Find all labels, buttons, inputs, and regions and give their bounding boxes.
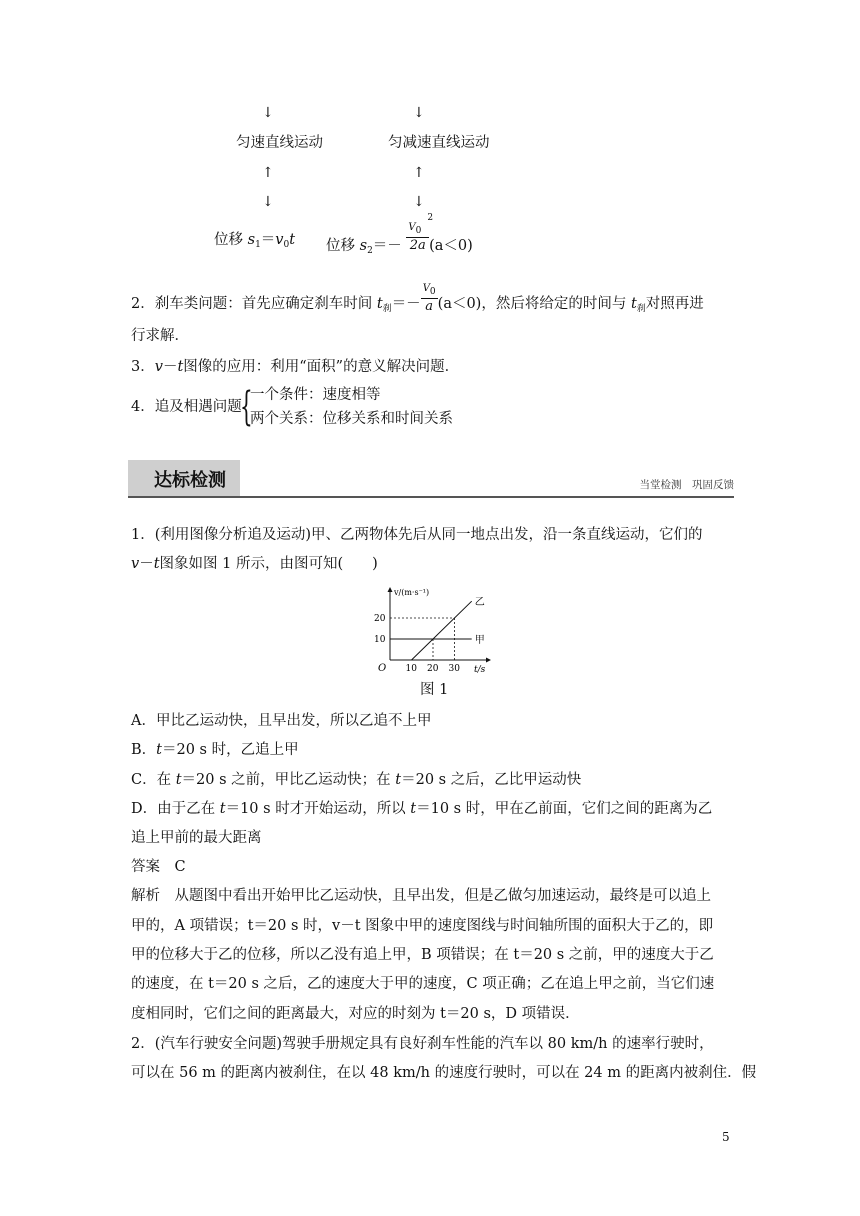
arrow-down-left-bottom: ↓ xyxy=(262,194,274,210)
disp-right-cond: (a＜0) xyxy=(429,238,473,254)
q1-t: t xyxy=(153,556,160,572)
q1-v: v xyxy=(131,556,140,572)
optD-b: ＝10 s 时才开始运动，所以 xyxy=(225,801,406,817)
disp-left-t: t xyxy=(289,232,296,248)
q1-analysis-line2: 甲的，A 项错误；t＝20 s 时，v－t 图象中甲的速度图线与时间轴所围的面积大于乙的，即 xyxy=(131,918,714,934)
flow-label-uniform-motion: 匀速直线运动 xyxy=(236,135,323,151)
disp-left-v: v xyxy=(275,232,284,248)
disp-right-s: s xyxy=(359,238,368,254)
q1-analysis-line5: 度相同时，它们之间的距离最大，对应的时刻为 t＝20 s，D 项错误． xyxy=(131,1006,580,1022)
disp-left-eq: ＝ xyxy=(260,232,276,248)
item-4-line2: 两个关系：位移关系和时间关系 xyxy=(250,411,453,427)
figure-caption: 图 1 xyxy=(420,682,449,698)
optD-t1: t xyxy=(219,801,226,817)
item3-dash: － xyxy=(162,359,178,375)
section-subtitle: 当堂检测 巩固反馈 xyxy=(639,479,734,491)
x-tick-label: 20 xyxy=(427,664,439,674)
item-4-label: 4．追及相遇问题 xyxy=(131,399,242,415)
q1-option-d-line2: 追上甲前的最大距离 xyxy=(131,830,262,846)
disp-left-sub: 1 xyxy=(255,240,261,250)
q1-option-a: A．甲比乙运动快，且早出发，所以乙追不上甲 xyxy=(131,713,432,729)
section-title: 达标检测 xyxy=(154,470,226,491)
optC-a: C．在 xyxy=(131,772,172,788)
y-tick-label: 10 xyxy=(374,635,386,645)
arrow-up-right: ↑ xyxy=(413,165,425,181)
arrow-down-right-bottom: ↓ xyxy=(413,194,425,210)
q2-stem-line1: 2．(汽车行驶安全问题)驾驶手册规定具有良好刹车性能的汽车以 80 km/h 的速率行驶时， xyxy=(131,1036,714,1052)
x-axis-label: t/s xyxy=(474,665,486,674)
q1-option-c xyxy=(131,770,581,790)
page-number: 5 xyxy=(722,1130,730,1144)
series-line-2 xyxy=(412,601,472,660)
q1-analysis-line1: 解析 从题图中看出开始甲比乙运动快，且早出发，但是乙做匀加速运动，最终是可以追上 xyxy=(131,888,711,904)
optC-t2: t xyxy=(395,772,402,788)
q1-analysis-line3: 甲的位移大于乙的位移，所以乙没有追上甲，B 项错误；在 t＝20 s 之前，甲的速度大于乙 xyxy=(131,947,714,963)
item3-rest: 图像的应用：利用“面积”的意义解决问题． xyxy=(183,359,460,375)
disp-left-vsub: 0 xyxy=(283,240,290,250)
y-axis-arrow xyxy=(388,587,393,592)
disp-right-sub: 2 xyxy=(367,246,373,256)
section-header xyxy=(128,460,734,498)
section-header-rule xyxy=(128,496,734,498)
item2-tsub: 刹 xyxy=(382,304,392,314)
flow-label-decelerated-motion: 匀减速直线运动 xyxy=(388,135,490,151)
x-tick-label: 10 xyxy=(405,664,417,674)
displacement-formula-decelerated xyxy=(326,213,473,262)
q1-option-d-line1 xyxy=(131,799,712,819)
item-2-braking-line1 xyxy=(131,283,704,319)
arrow-down-right-top: ↓ xyxy=(413,105,425,121)
item2-den: a xyxy=(425,299,434,314)
disp-right-den: 2a xyxy=(409,238,426,253)
disp-right-eq: ＝－ xyxy=(372,238,402,254)
item3-num: 3． xyxy=(131,359,155,375)
item2-t2sub: 刹 xyxy=(636,304,646,314)
optD-c: ＝10 s 时，甲在乙前面，它们之间的距离为乙 xyxy=(416,801,713,817)
item3-v: v xyxy=(154,359,163,375)
item2-suffix: 对照再进 xyxy=(645,296,704,312)
series-label-2: 乙 xyxy=(474,597,485,609)
item2-prefix: 2．刹车类问题：首先应确定刹车时间 xyxy=(131,296,373,312)
x-tick-label: 30 xyxy=(448,664,460,674)
vt-chart xyxy=(360,586,500,674)
optC-b: ＝20 s 之前，甲比乙运动快；在 xyxy=(181,772,391,788)
disp-left-s: s xyxy=(247,232,256,248)
series-label-1: 甲 xyxy=(474,635,485,646)
q1-analysis-line4: 的速度，在 t＝20 s 之后，乙的速度大于甲的速度，C 项正确；乙在追上甲之前，当它们速 xyxy=(131,976,715,992)
optC-t1: t xyxy=(175,772,182,788)
optC-c: ＝20 s 之后，乙比甲运动快 xyxy=(401,772,582,788)
item2-numsub: 0 xyxy=(429,287,436,297)
y-tick-label: 20 xyxy=(374,614,386,624)
y-axis-label: v/(m·s⁻¹) xyxy=(394,588,430,597)
q2-stem-line2: 可以在 56 m 的距离内被刹住，在以 48 km/h 的速度行驶时，可以在 24 m 的距离内被刹住．假 xyxy=(131,1065,757,1081)
item2-eq: ＝－ xyxy=(391,296,421,312)
optD-t2: t xyxy=(410,801,417,817)
q1-option-b xyxy=(131,740,299,760)
q1-dash: － xyxy=(139,556,154,572)
item-4-line1: 一个条件：速度相等 xyxy=(250,387,381,403)
item3-t: t xyxy=(177,359,184,375)
item-2-braking-line2: 行求解． xyxy=(131,328,189,344)
item-3-vt-graph xyxy=(131,357,459,377)
item2-t2: t xyxy=(630,296,637,312)
q1-stem-line2 xyxy=(131,554,378,574)
q1-answer: 答案 C xyxy=(131,859,186,875)
disp-right-sup: 2 xyxy=(427,213,434,223)
item2-t: t xyxy=(376,296,383,312)
item2-num: V xyxy=(422,283,430,294)
arrow-up-left: ↑ xyxy=(262,165,274,181)
item2-fraction xyxy=(421,283,438,315)
disp-right-fraction xyxy=(406,213,434,254)
disp-left-label: 位移 xyxy=(214,232,243,248)
disp-right-label: 位移 xyxy=(326,238,355,254)
item2-cond: (a＜0)，然后将给定的时间与 xyxy=(437,296,627,312)
disp-right-num: V xyxy=(408,222,416,233)
q1-line2-rest: 图象如图 1 所示，由图可知( ) xyxy=(159,556,378,572)
x-axis-arrow xyxy=(486,658,491,663)
brace-icon: { xyxy=(240,384,253,430)
q1-stem-line1: 1．(利用图像分析追及运动)甲、乙两物体先后从同一地点出发，沿一条直线运动，它们的 xyxy=(131,527,703,543)
displacement-formula-uniform xyxy=(214,230,295,255)
arrow-down-left-top: ↓ xyxy=(262,105,274,121)
optB-a: B． xyxy=(131,742,157,758)
optB-t: t xyxy=(156,742,162,758)
optD-a: D．由于乙在 xyxy=(131,801,216,817)
origin-label: O xyxy=(378,663,387,674)
optB-b: ＝20 s 时，乙追上甲 xyxy=(161,742,299,758)
disp-right-numsub: 0 xyxy=(415,226,422,236)
